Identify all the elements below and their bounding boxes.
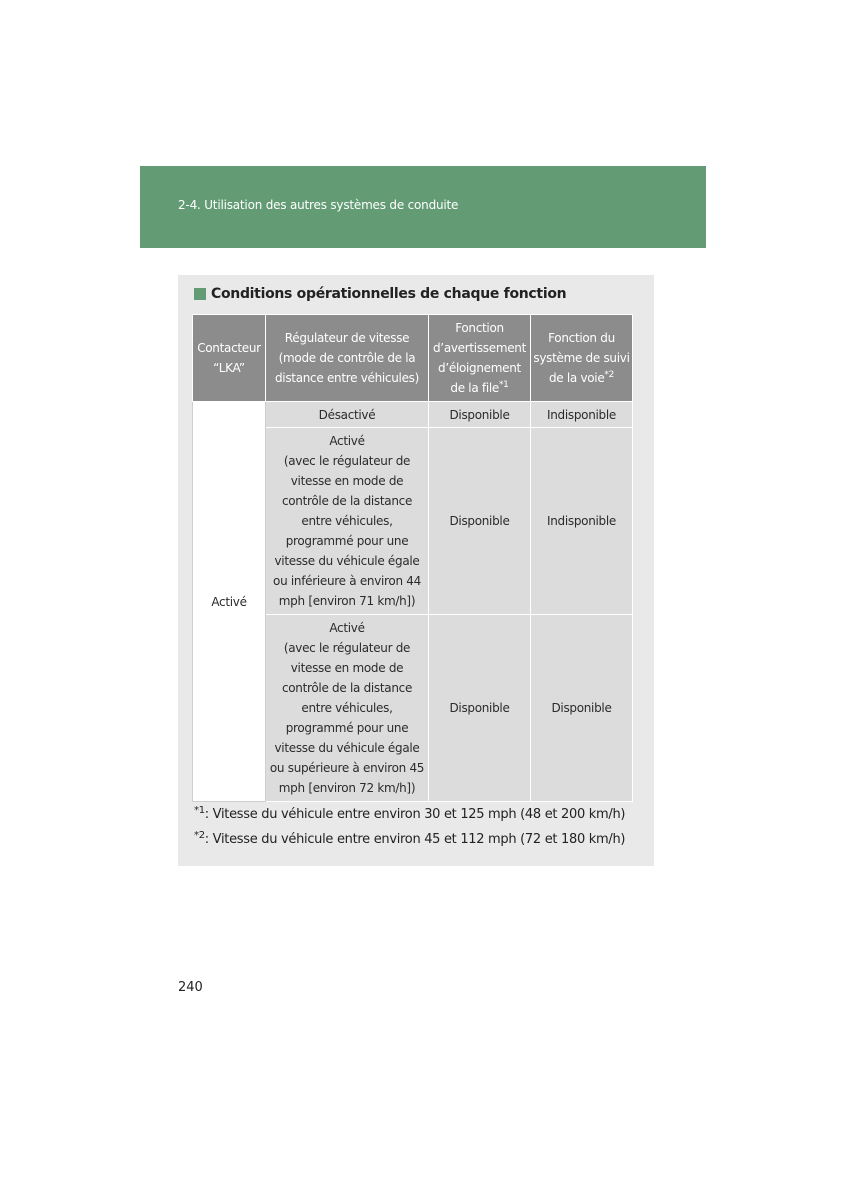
tracing-availability: Disponible xyxy=(531,615,633,802)
warning-availability: Disponible xyxy=(429,402,531,428)
lka-switch-state: Activé xyxy=(193,402,266,802)
header-lane-tracing-assist: Fonction du système de suivi de la voie$^{*2}$ xyxy=(531,315,633,402)
tracing-availability: Indisponible xyxy=(531,402,633,428)
cruise-state: Activé (avec le régulateur de vitesse en mode de contrôle de la distance entre véhicules, programmé pour une vitesse du véhicule égale ou supérieure à environ 45 mph [environ 72 km/h]) xyxy=(266,615,429,802)
footnote-2: $^{*2}$: Vitesse du véhicule entre environ 45 et 112 mph (72 et 180 km/h) xyxy=(194,830,626,847)
header-cruise-control: Régulateur de vitesse (mode de contrôle de la distance entre véhicules) xyxy=(266,315,429,402)
section-heading-text: Conditions opérationnelles de chaque fonction xyxy=(211,286,567,302)
cruise-state: Désactivé xyxy=(266,402,429,428)
table-header-row xyxy=(193,315,633,402)
chapter-header-band xyxy=(140,166,706,248)
table-row xyxy=(193,402,633,428)
header-lane-departure-warning: Fonction d’avertissement d’éloignement de la file$^{*1}$ xyxy=(429,315,531,402)
footnote-1: $^{*1}$: Vitesse du véhicule entre environ 30 et 125 mph (48 et 200 km/h) xyxy=(194,805,626,822)
warning-availability: Disponible xyxy=(429,428,531,615)
info-panel xyxy=(178,275,654,866)
tracing-availability: Indisponible xyxy=(531,428,633,615)
warning-availability: Disponible xyxy=(429,615,531,802)
page-number: 240 xyxy=(178,980,203,995)
cruise-state: Activé (avec le régulateur de vitesse en mode de contrôle de la distance entre véhicules, programmé pour une vitesse du véhicule égale ou inférieure à environ 44 mph [environ 71 km/h]) xyxy=(266,428,429,615)
square-bullet-icon xyxy=(194,288,206,300)
conditions-table xyxy=(192,314,633,802)
chapter-title: 2-4. Utilisation des autres systèmes de conduite xyxy=(178,198,459,212)
header-lka-switch: Contacteur “LKA” xyxy=(193,315,266,402)
section-heading xyxy=(194,284,566,304)
